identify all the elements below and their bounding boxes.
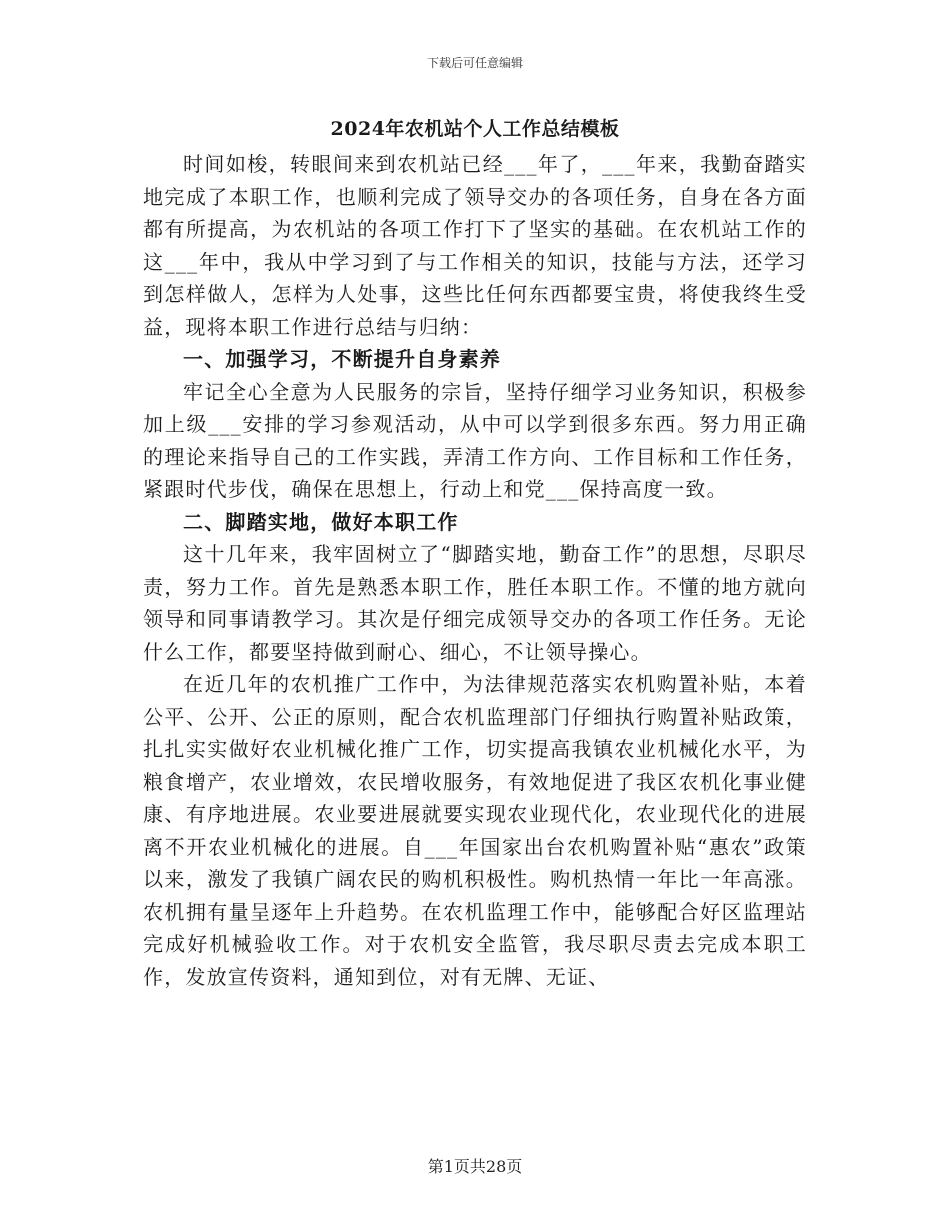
section-2-paragraph-2: 在近几年的农机推广工作中，为法律规范落实农机购置补贴，本着公平、公开、公正的原则，配合农机监理部门仔细执行购置补贴政策，扎扎实实做好农业机械化推广工作，切实提高我镇农业机械化水平，为粮食增产，农业增效，农民增收服务，有效地促进了我区农机化事业健康、有序地进展。农业要进展就要实现农业现代化，农业现代化的进展离不开农业机械化的进展。自___年国家出台农机购置补贴“惠农”政策以来，激发了我镇广阔农民的购机积极性。购机热情一年比一年高涨。农机拥有量呈逐年上升趋势。在农机监理工作中，能够配合好区监理站完成好机械验收工作。对于农机安全监管，我尽职尽责去完成本职工作，发放宣传资料，通知到位，对有无牌、无证、 bbox=[143, 672, 807, 989]
header-note: 下载后可任意编辑 bbox=[426, 56, 523, 70]
section-1-paragraph: 牢记全心全意为人民服务的宗旨，坚持仔细学习业务知识，积极参加上级___安排的学习参观活动，从中可以学到很多东西。努力用正确的理论来指导自己的工作实践，弄清工作方向、工作目标和工作任务，紧跟时代步伐，确保在思想上，行动上和党___保持高度一致。 bbox=[143, 379, 807, 501]
document-body bbox=[143, 148, 807, 993]
section-2-paragraph-1: 这十几年来，我牢固树立了“脚踏实地，勤奋工作”的思想，尽职尽责，努力工作。首先是熟悉本职工作，胜任本职工作。不懂的地方就向领导和同事请教学习。其次是仔细完成领导交办的各项工作任务。无论什么工作，都要坚持做到耐心、细心，不让领导操心。 bbox=[143, 542, 807, 664]
section-2-heading: 二、脚踏实地，做好本职工作 bbox=[183, 509, 459, 534]
page-number: 第1页共28页 bbox=[427, 1157, 523, 1176]
section-1-heading: 一、加强学习，不断提升自身素养 bbox=[183, 347, 501, 371]
intro-paragraph: 时间如梭，转眼间来到农机站已经___年了，___年来，我勤奋踏实地完成了本职工作，也顺利完成了领导交办的各项任务，自身在各方面都有所提高，为农机站的各项工作打下了坚实的基础。在农机站工作的这___年中，我从中学习到了与工作相关的知识，技能与方法，还学习到怎样做人，怎样为人处事，这些比任何东西都要宝贵，将使我终生受益，现将本职工作进行总结与归纳： bbox=[143, 152, 807, 339]
document-title: 2024年农机站个人工作总结模板 bbox=[330, 118, 620, 140]
